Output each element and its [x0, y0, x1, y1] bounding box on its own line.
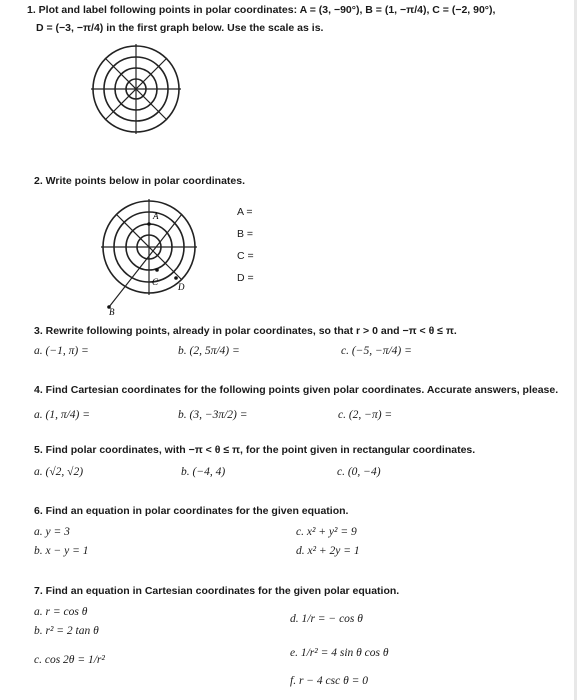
- q3-heading: 3. Rewrite following points, already in polar coordinates, so that r > 0 and −π < θ ≤ π.: [34, 325, 457, 337]
- label-a: A: [153, 211, 159, 221]
- q7-f: f. r − 4 csc θ = 0: [290, 675, 369, 687]
- q2-answer-b: B =: [237, 228, 254, 240]
- q3-a: a. (−1, π) =: [34, 345, 89, 357]
- q4-heading: 4. Find Cartesian coordinates for the following points given polar coordinates. Accurate answers, please.: [34, 384, 559, 396]
- q2-answer-d: D =: [237, 272, 254, 284]
- q5-a: a. (√2, √2): [34, 466, 84, 478]
- q2-answer-a: A =: [237, 206, 253, 218]
- q6-d: d. x² + 2y = 1: [296, 545, 360, 557]
- q7-d: d. 1/r = − cos θ: [290, 613, 363, 625]
- q6-b: b. x − y = 1: [34, 545, 89, 557]
- polar-grid-1: [91, 44, 181, 134]
- q7-a: a. r = cos θ: [34, 606, 88, 618]
- q5-heading: 5. Find polar coordinates, with −π < θ ≤ π, for the point given in rectangular coordinates.: [34, 444, 476, 456]
- q7-e: e. 1/r² = 4 sin θ cos θ: [290, 647, 389, 659]
- q4-a: a. (1, π/4) =: [34, 409, 91, 421]
- q4-c: c. (2, −π) =: [338, 409, 393, 421]
- label-c: C: [152, 277, 159, 287]
- q5-c: c. (0, −4): [337, 466, 381, 478]
- label-b: B: [109, 307, 115, 317]
- q2-heading: 2. Write points below in polar coordinates.: [34, 175, 245, 187]
- point-c: [155, 268, 159, 272]
- point-d: [174, 276, 178, 280]
- q7-heading: 7. Find an equation in Cartesian coordinates for the given polar equation.: [34, 585, 400, 597]
- q6-a: a. y = 3: [34, 526, 70, 538]
- q1-line1: 1. Plot and label following points in polar coordinates: A = (3, −90°), B = (1, −π/4), C = (−2, 90°),: [27, 4, 496, 16]
- label-d: D: [178, 282, 185, 292]
- q1-line2: D = (−3, −π/4) in the first graph below. Use the scale as is.: [36, 22, 324, 34]
- q3-b: b. (2, 5π/4) =: [178, 345, 240, 357]
- q6-c: c. x² + y² = 9: [296, 526, 357, 538]
- q3-c: c. (−5, −π/4) =: [341, 345, 412, 357]
- q7-b: b. r² = 2 tan θ: [34, 625, 99, 637]
- q5-b: b. (−4, 4): [181, 466, 226, 478]
- q4-b: b. (3, −3π/2) =: [178, 409, 248, 421]
- point-a: [147, 222, 151, 226]
- q7-c: c. cos 2θ = 1/r²: [34, 654, 105, 666]
- polar-grid-2: [97, 199, 203, 317]
- q2-answer-c: C =: [237, 250, 254, 262]
- q6-heading: 6. Find an equation in polar coordinates for the given equation.: [34, 505, 349, 517]
